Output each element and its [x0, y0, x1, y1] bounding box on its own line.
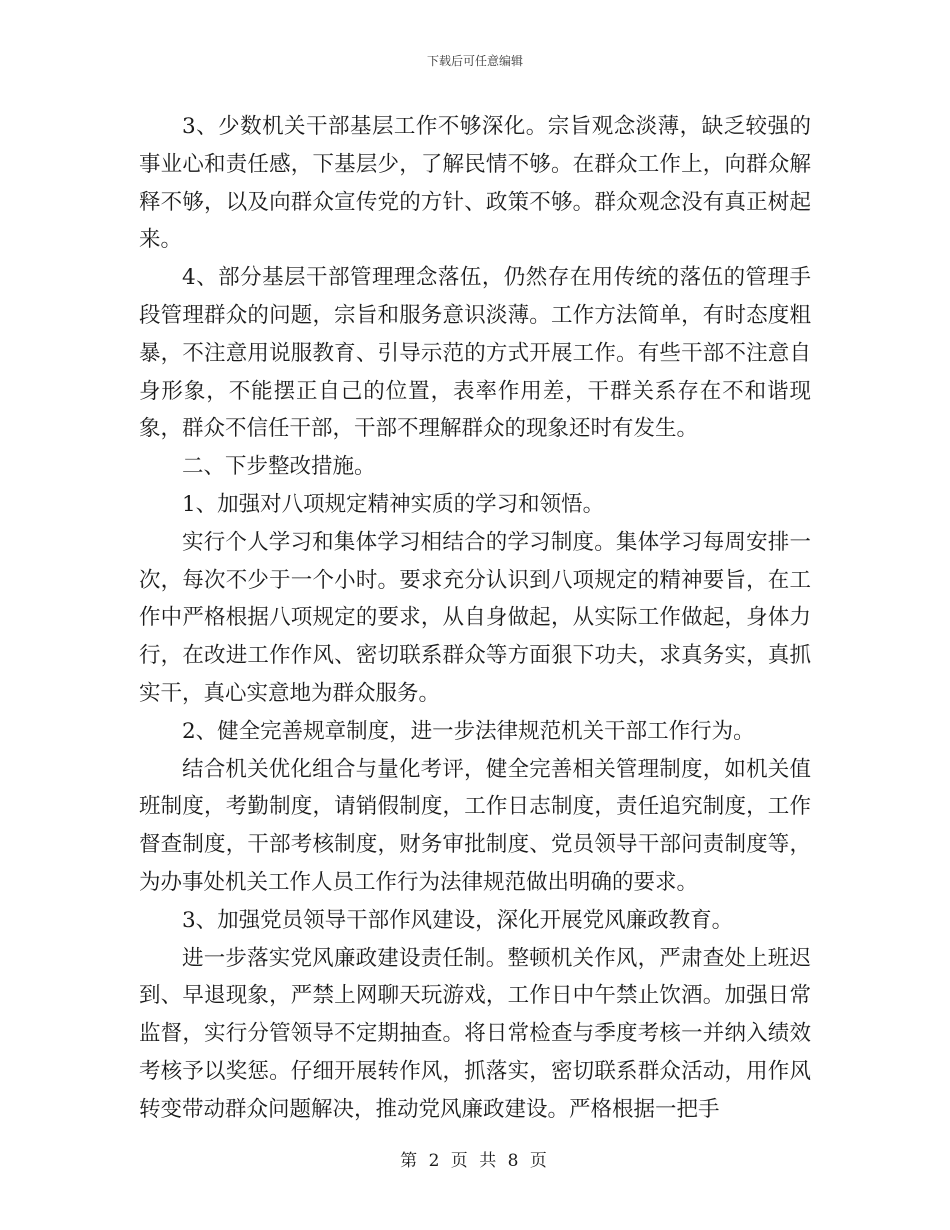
paragraph: 4、部分基层干部管理理念落伍，仍然存在用传统的落伍的管理手段管理群众的问题，宗旨和服务意识淡薄。工作方法简单，有时态度粗暴，不注意用说服教育、引导示范的方式开展工作。有些干部不注意自身形象，不能摆正自己的位置，表率作用差，干群关系存在不和谐现象，群众不信任干部，干部不理解群众的现象还时有发生。 — [139, 265, 811, 442]
paragraph: 3、少数机关干部基层工作不够深化。宗旨观念淡薄，缺乏较强的事业心和责任感，下基层少，了解民情不够。在群众工作上，向群众解释不够，以及向群众宣传党的方针、政策不够。群众观念没有真正树起来。 — [139, 114, 811, 253]
subheading: 1、加强对八项规定精神实质的学习和领悟。 — [182, 491, 605, 517]
document-body — [139, 108, 811, 1129]
section-heading: 二、下步整改措施。 — [182, 454, 376, 480]
paragraph: 进一步落实党风廉政建设责任制。整顿机关作风，严肃查处上班迟到、早退现象，严禁上网聊天玩游戏，工作日中午禁止饮酒。加强日常监督，实行分管领导不定期抽查。将日常检查与季度考核一并纳入绩效考核予以奖惩。仔细开展转作风，抓落实，密切联系群众活动，用作风转变带动群众问题解决，推动党风廉政建设。严格根据一把手 — [139, 945, 811, 1122]
paragraph: 实行个人学习和集体学习相结合的学习制度。集体学习每周安排一次，每次不少于一个小时。要求充分认识到八项规定的精神要旨，在工作中严格根据八项规定的要求，从自身做起，从实际工作做起，身体力行，在改进工作作风、密切联系群众等方面狠下功夫，求真务实，真抓实干，真心实意地为群众服务。 — [139, 529, 811, 706]
subheading: 3、加强党员领导干部作风建设，深化开展党风廉政教育。 — [182, 907, 734, 933]
subheading: 2、健全完善规章制度，进一步法律规范机关干部工作行为。 — [182, 718, 755, 744]
page-header: 下载后可任意编辑 — [426, 54, 523, 68]
paragraph: 结合机关优化组合与量化考评，健全完善相关管理制度，如机关值班制度，考勤制度，请销假制度，工作日志制度，责任追究制度，工作督查制度，干部考核制度，财务审批制度、党员领导干部问责制度等，为办事处机关工作人员工作行为法律规范做出明确的要求。 — [139, 756, 811, 895]
page-footer: 第 2 页 共 8 页 — [400, 1151, 550, 1171]
